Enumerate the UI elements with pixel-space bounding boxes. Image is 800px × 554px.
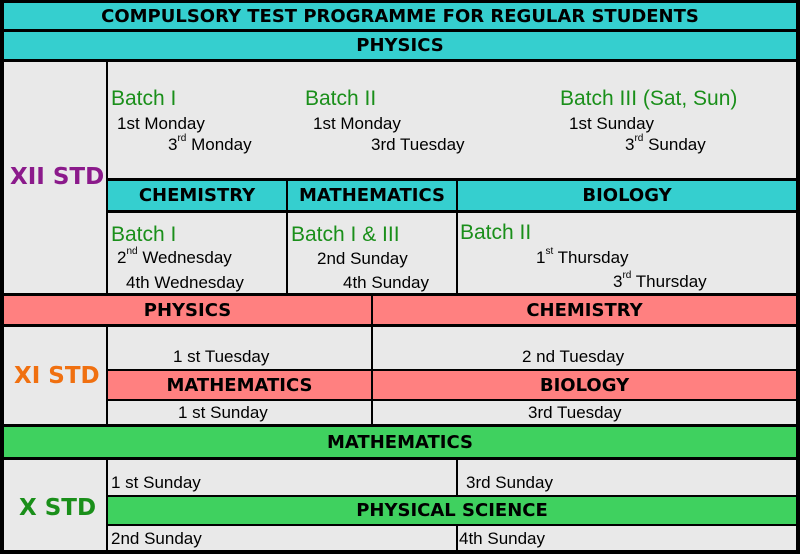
xi-physics-value: 1 st Tuesday <box>173 347 270 366</box>
xii-physics-batch3-name: Batch III (Sat, Sun) <box>560 87 738 110</box>
xii-physics-batch1-line1: 1st Monday <box>117 114 205 133</box>
xi-physics-schedule <box>108 327 371 369</box>
xii-chemistry-line2: 4th Wednesday <box>126 273 244 292</box>
xi-chemistry-schedule <box>373 327 796 369</box>
xii-physics-batch3-line2: 3rd Sunday <box>625 133 706 154</box>
xii-mathematics-header-label: MATHEMATICS <box>298 185 445 206</box>
x-std-label: X STD <box>19 495 97 521</box>
xi-biology-value: 3rd Tuesday <box>528 403 622 422</box>
xi-mathematics-header-label: MATHEMATICS <box>166 374 313 396</box>
xi-std-label: XI STD <box>14 363 100 389</box>
xi-std-cell <box>4 327 106 424</box>
xii-physics-batch1-line2: 3rd Monday <box>168 133 252 154</box>
xii-mathematics-schedule <box>288 213 456 293</box>
xii-chemistry-header <box>108 181 286 210</box>
x-std-cell <box>4 460 106 550</box>
x-ps-value-2: 4th Sunday <box>459 529 546 548</box>
xii-chemistry-line1: 2nd Wednesday <box>117 246 232 267</box>
x-mathematics-header <box>4 427 796 457</box>
page-title <box>4 3 796 29</box>
x-mathematics-header-label: MATHEMATICS <box>326 431 473 453</box>
x-physical-science-header-label: PHYSICAL SCIENCE <box>356 500 548 521</box>
xii-physics-batch3-line1: 1st Sunday <box>569 114 655 133</box>
xii-physics-header <box>4 32 796 59</box>
xii-physics-header-label: PHYSICS <box>356 35 444 56</box>
xii-physics-schedule <box>108 62 796 178</box>
xii-biology-schedule <box>458 213 796 293</box>
x-physical-science-header <box>108 497 796 524</box>
xii-chemistry-batch: Batch I <box>111 223 177 246</box>
xi-biology-schedule <box>373 401 796 424</box>
x-math-schedule-1 <box>108 460 456 495</box>
xii-physics-batch2-name: Batch II <box>305 87 377 110</box>
xii-physics-batch2-line2: 3rd Tuesday <box>371 135 465 154</box>
xi-mathematics-value: 1 st Sunday <box>178 403 268 422</box>
xii-biology-header <box>458 181 796 210</box>
x-ps-schedule-1 <box>108 526 456 550</box>
title-text: COMPULSORY TEST PROGRAMME FOR REGULAR STUDENTS <box>101 5 699 27</box>
x-math-value-2: 3rd Sunday <box>466 473 553 492</box>
x-ps-schedule-2 <box>458 526 796 550</box>
xii-physics-batch1-name: Batch I <box>111 87 177 110</box>
xii-mathematics-batch: Batch I & III <box>291 223 400 246</box>
xii-biology-header-label: BIOLOGY <box>582 185 672 206</box>
xii-physics-batch2-line1: 1st Monday <box>313 114 401 133</box>
xii-mathematics-line2: 4th Sunday <box>343 273 430 292</box>
xii-biology-line1: 1st Thursday <box>536 246 629 267</box>
x-math-value-1: 1 st Sunday <box>111 473 201 492</box>
xii-mathematics-line1: 2nd Sunday <box>317 249 408 268</box>
xi-mathematics-schedule <box>108 401 371 424</box>
xi-chemistry-header-label: CHEMISTRY <box>526 299 643 321</box>
xi-biology-header-label: BIOLOGY <box>539 374 630 396</box>
xi-physics-header-label: PHYSICS <box>143 299 232 321</box>
xii-chemistry-schedule <box>108 213 286 293</box>
xi-chemistry-header <box>373 296 796 324</box>
xi-biology-header <box>373 371 796 399</box>
xii-biology-line2: 3rd Thursday <box>613 270 707 291</box>
xi-chemistry-value: 2 nd Tuesday <box>522 347 625 366</box>
xii-std-cell <box>4 62 106 293</box>
xii-std-label: XII STD <box>10 164 105 190</box>
x-ps-value-1: 2nd Sunday <box>111 529 202 548</box>
xi-mathematics-header <box>108 371 371 399</box>
xii-chemistry-header-label: CHEMISTRY <box>138 185 256 206</box>
xii-biology-batch: Batch II <box>460 221 532 244</box>
xii-mathematics-header <box>288 181 456 210</box>
x-math-schedule-2 <box>458 460 796 495</box>
xi-physics-header <box>4 296 371 324</box>
